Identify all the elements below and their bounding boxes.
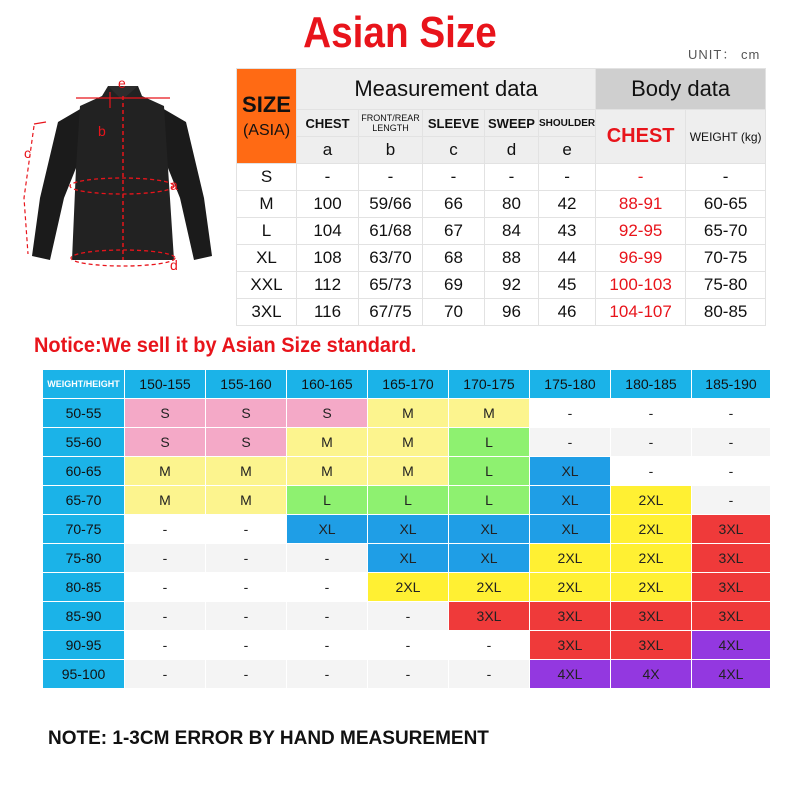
measurement-cell-length: 67/75 [359,299,423,326]
col-letter-a: a [297,137,359,164]
chart-row [43,631,771,660]
col-length: FRONT/REAR LENGTH [359,110,423,137]
size-cell: M [368,457,449,486]
col-letter-c: c [423,137,485,164]
measurement-cell-chest: - [297,164,359,191]
chart-row [43,602,771,631]
col-sleeve: SLEEVE [423,110,485,137]
height-header: 185-190 [692,370,771,399]
measurement-group-header: Measurement data [297,69,596,110]
size-cell: S [125,399,206,428]
measurement-row [237,191,766,218]
weight-header: 80-85 [43,573,125,602]
measurement-cell-sleeve: 68 [423,245,485,272]
measurement-cell-sleeve: 69 [423,272,485,299]
weight-header: 65-70 [43,486,125,515]
measurement-cell-sweep: 80 [485,191,539,218]
measurement-cell-size: XL [237,245,297,272]
weight-header: 70-75 [43,515,125,544]
unit-label: UNIT： cm [688,47,761,62]
measurement-cell-sleeve: 66 [423,191,485,218]
measurement-cell-shoulder: 46 [539,299,596,326]
size-cell: XL [368,515,449,544]
size-cell: 3XL [611,602,692,631]
size-cell: XL [449,515,530,544]
size-cell: - [611,399,692,428]
measurement-cell-sweep: 88 [485,245,539,272]
weight-header: 50-55 [43,399,125,428]
weight-header: 85-90 [43,602,125,631]
size-cell: S [125,428,206,457]
size-cell: 3XL [692,515,771,544]
size-cell: 2XL [611,544,692,573]
measurement-cell-shoulder: 42 [539,191,596,218]
measurement-cell-shoulder: - [539,164,596,191]
height-header: 150-155 [125,370,206,399]
size-cell: S [206,399,287,428]
col-letter-b: b [359,137,423,164]
size-cell: - [368,631,449,660]
size-cell: - [206,602,287,631]
measurement-cell-body-chest: 88-91 [596,191,686,218]
col-letter-d: d [485,137,539,164]
measurement-cell-body-chest: - [596,164,686,191]
measurement-cell-sweep: - [485,164,539,191]
size-cell: - [125,631,206,660]
size-cell: M [125,457,206,486]
chart-row [43,486,771,515]
weight-header: 60-65 [43,457,125,486]
measurement-cell-weight: 65-70 [686,218,766,245]
size-cell: - [206,573,287,602]
size-cell: 3XL [692,573,771,602]
measurement-cell-weight: 70-75 [686,245,766,272]
measurement-row [237,272,766,299]
size-cell: 3XL [530,631,611,660]
measurement-cell-sweep: 96 [485,299,539,326]
col-letter-e: e [539,137,596,164]
size-cell: L [368,486,449,515]
size-cell: M [368,428,449,457]
label-c: c [24,145,31,161]
size-cell: 2XL [530,573,611,602]
size-header: SIZE (ASIA) [237,69,297,164]
note-text: NOTE: 1-3CM ERROR BY HAND MEASUREMENT [48,728,489,749]
size-cell: M [206,457,287,486]
chart-row [43,428,771,457]
size-cell: XL [287,515,368,544]
size-cell: L [449,428,530,457]
col-chest: CHEST [297,110,359,137]
measurement-cell-shoulder: 45 [539,272,596,299]
size-cell: S [206,428,287,457]
size-cell: - [125,515,206,544]
measurement-cell-chest: 108 [297,245,359,272]
height-header: 155-160 [206,370,287,399]
measurement-cell-body-chest: 100-103 [596,272,686,299]
height-header: 180-185 [611,370,692,399]
size-cell: 2XL [611,573,692,602]
measurement-row [237,245,766,272]
size-cell: - [287,573,368,602]
size-cell: - [287,602,368,631]
size-cell: M [206,486,287,515]
measurement-cell-size: M [237,191,297,218]
measurement-cell-length: - [359,164,423,191]
size-cell: - [368,602,449,631]
measurement-cell-size: L [237,218,297,245]
measurement-cell-size: S [237,164,297,191]
size-cell: - [125,660,206,689]
chart-header-row [43,370,771,399]
size-cell: - [692,399,771,428]
size-cell: - [125,573,206,602]
chart-row [43,573,771,602]
measurement-cell-length: 63/70 [359,245,423,272]
chart-row [43,544,771,573]
height-header: 175-180 [530,370,611,399]
measurement-table [236,68,766,326]
measurement-row [237,299,766,326]
measurement-cell-sleeve: 67 [423,218,485,245]
size-cell: - [206,631,287,660]
size-cell: - [206,515,287,544]
measurement-cell-size: XXL [237,272,297,299]
size-cell: L [287,486,368,515]
size-cell: - [368,660,449,689]
chart-row [43,660,771,689]
size-cell: XL [368,544,449,573]
size-cell: 4XL [692,660,771,689]
measurement-cell-chest: 104 [297,218,359,245]
size-cell: - [692,486,771,515]
size-cell: S [287,399,368,428]
measurement-cell-sweep: 84 [485,218,539,245]
size-cell: - [611,428,692,457]
measurement-cell-weight: - [686,164,766,191]
size-cell: M [368,399,449,428]
measurement-cell-chest: 112 [297,272,359,299]
label-e: e [118,78,126,91]
size-cell: - [206,544,287,573]
size-cell: 2XL [611,515,692,544]
size-cell: 2XL [368,573,449,602]
size-cell: XL [530,515,611,544]
measurement-cell-length: 65/73 [359,272,423,299]
size-cell: - [449,631,530,660]
measurement-cell-sweep: 92 [485,272,539,299]
height-header: 160-165 [287,370,368,399]
col-shoulder: SHOULDER [539,110,596,137]
label-d: d [170,257,178,273]
size-cell: M [287,457,368,486]
size-cell: - [287,660,368,689]
weight-header: 55-60 [43,428,125,457]
size-cell: - [287,544,368,573]
measurement-cell-length: 61/68 [359,218,423,245]
measurement-cell-sleeve: 70 [423,299,485,326]
weight-height-chart [42,369,771,689]
col-sweep: SWEEP [485,110,539,137]
measurement-cell-length: 59/66 [359,191,423,218]
size-cell: - [611,457,692,486]
size-cell: 2XL [449,573,530,602]
chart-row [43,515,771,544]
weight-header: 90-95 [43,631,125,660]
size-cell: - [692,457,771,486]
size-cell: 4XL [530,660,611,689]
weight-header: 95-100 [43,660,125,689]
size-cell: 4XL [692,631,771,660]
measurement-cell-body-chest: 96-99 [596,245,686,272]
body-group-header: Body data [596,69,766,110]
size-cell: M [125,486,206,515]
size-cell: M [449,399,530,428]
chart-row [43,457,771,486]
label-a: a [170,177,178,193]
measurement-cell-shoulder: 43 [539,218,596,245]
size-cell: 3XL [449,602,530,631]
height-header: 165-170 [368,370,449,399]
size-cell: XL [530,486,611,515]
measurement-cell-body-chest: 92-95 [596,218,686,245]
size-cell: 3XL [530,602,611,631]
notice-text: Notice:We sell it by Asian Size standard. [34,334,417,357]
weight-header: 75-80 [43,544,125,573]
size-cell: - [125,544,206,573]
col-weight: WEIGHT (kg) [686,110,766,164]
size-cell: XL [530,457,611,486]
size-cell: - [530,428,611,457]
size-cell: 3XL [692,602,771,631]
size-cell: XL [449,544,530,573]
measurement-cell-size: 3XL [237,299,297,326]
jacket-icon [10,78,232,283]
chart-row [43,399,771,428]
size-cell: L [449,457,530,486]
size-cell: L [449,486,530,515]
size-cell: M [287,428,368,457]
size-cell: - [530,399,611,428]
size-cell: - [287,631,368,660]
col-body-chest: CHEST [596,110,686,164]
size-cell: - [692,428,771,457]
measurement-cell-sleeve: - [423,164,485,191]
measurement-row [237,164,766,191]
size-cell: 4X [611,660,692,689]
size-cell: - [125,602,206,631]
jacket-figure [10,78,232,283]
label-b: b [98,123,106,139]
measurement-row [237,218,766,245]
height-header: 170-175 [449,370,530,399]
size-cell: 3XL [692,544,771,573]
size-cell: 3XL [611,631,692,660]
size-cell: - [449,660,530,689]
measurement-cell-weight: 80-85 [686,299,766,326]
size-cell: 2XL [611,486,692,515]
measurement-cell-chest: 116 [297,299,359,326]
page-title: Asian Size [303,8,497,57]
size-cell: - [206,660,287,689]
measurement-cell-shoulder: 44 [539,245,596,272]
measurement-cell-chest: 100 [297,191,359,218]
measurement-cell-weight: 75-80 [686,272,766,299]
measurement-cell-body-chest: 104-107 [596,299,686,326]
measurement-cell-weight: 60-65 [686,191,766,218]
chart-corner-label: WEIGHT/HEIGHT [43,370,125,399]
size-cell: 2XL [530,544,611,573]
